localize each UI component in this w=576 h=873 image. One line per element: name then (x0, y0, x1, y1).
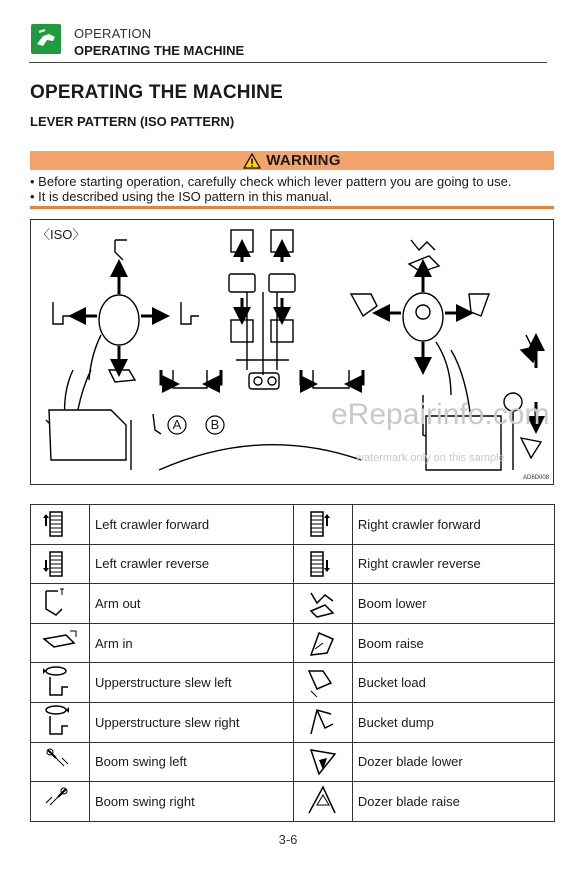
track-forward-left-icon (42, 506, 78, 542)
legend-right-label: Boom lower (352, 584, 554, 624)
lever-pattern-illustration (31, 220, 554, 485)
legend-right-icon-cell (293, 782, 352, 822)
pedal-a-text: A (172, 417, 182, 432)
legend-right-label: Bucket dump (352, 702, 554, 742)
legend-right-label: Boom raise (352, 623, 554, 663)
legend-right-icon-cell (293, 742, 352, 782)
legend-left-label: Boom swing right (90, 782, 294, 822)
header-divider (29, 62, 547, 63)
legend-left-icon-cell (31, 623, 90, 663)
pedal-b-text: B (210, 417, 220, 432)
boom-swing-right-icon (42, 783, 78, 819)
page-subtitle: LEVER PATTERN (ISO PATTERN) (30, 114, 235, 129)
blade-raise-icon (305, 783, 341, 819)
legend-right-label: Right crawler reverse (352, 544, 554, 584)
watermark-site: eRepairinfo.com (331, 398, 550, 431)
watermark-note: watermark only on this sample (356, 452, 505, 464)
bucket-load-icon (305, 665, 341, 701)
lever-legend-table (30, 504, 555, 822)
legend-left-label: Arm in (90, 623, 294, 663)
legend-right-icon-cell (293, 505, 352, 545)
warning-divider (30, 206, 554, 209)
legend-left-label: Upperstructure slew right (90, 702, 294, 742)
boom-lower-icon (305, 585, 341, 621)
warning-line: • It is described using the ISO pattern in this manual. (30, 189, 333, 204)
legend-row (31, 663, 555, 703)
legend-right-icon-cell (293, 584, 352, 624)
legend-right-label: Dozer blade raise (352, 782, 554, 822)
warning-banner (30, 151, 554, 170)
warning-line: • Before starting operation, carefully check which lever pattern you are going to use. (30, 174, 512, 189)
legend-right-label: Bucket load (352, 663, 554, 703)
page-number: 3-6 (278, 832, 298, 847)
track-reverse-left-icon (42, 546, 78, 582)
legend-left-label: Left crawler forward (90, 505, 294, 545)
warning-text (30, 174, 511, 204)
blade-lower-icon (305, 744, 341, 780)
legend-row (31, 623, 555, 663)
legend-left-icon-cell (31, 702, 90, 742)
slew-right-icon (42, 704, 78, 740)
bucket-dump-icon (305, 704, 341, 740)
warning-triangle-icon (243, 153, 261, 169)
legend-right-icon-cell (293, 544, 352, 584)
legend-right-icon-cell (293, 663, 352, 703)
legend-row (31, 742, 555, 782)
legend-left-label: Boom swing left (90, 742, 294, 782)
legend-row (31, 782, 555, 822)
legend-row (31, 505, 555, 545)
legend-left-icon-cell (31, 742, 90, 782)
page-title: OPERATING THE MACHINE (30, 82, 283, 103)
subsection-label: OPERATING THE MACHINE (74, 43, 245, 58)
legend-row (31, 544, 555, 584)
legend-right-label: Right crawler forward (352, 505, 554, 545)
boom-raise-icon (305, 625, 341, 661)
legend-left-label: Upperstructure slew left (90, 663, 294, 703)
legend-left-label: Arm out (90, 584, 294, 624)
arm-out-icon (42, 585, 78, 621)
legend-left-icon-cell (31, 544, 90, 584)
legend-right-icon-cell (293, 623, 352, 663)
legend-left-icon-cell (31, 782, 90, 822)
iso-pattern-label: 〈ISO〉 (37, 227, 86, 242)
warning-label: WARNING (266, 152, 341, 169)
legend-left-label: Left crawler reverse (90, 544, 294, 584)
legend-row (31, 584, 555, 624)
legend-right-icon-cell (293, 702, 352, 742)
track-forward-right-icon (305, 506, 341, 542)
section-label: OPERATION (74, 26, 152, 41)
track-reverse-right-icon (305, 546, 341, 582)
slew-left-icon (42, 665, 78, 701)
legend-right-label: Dozer blade lower (352, 742, 554, 782)
legend-left-icon-cell (31, 584, 90, 624)
boom-swing-left-icon (42, 744, 78, 780)
diagram-code: AD6D008 (522, 475, 549, 481)
legend-left-icon-cell (31, 663, 90, 703)
section-hand-icon (31, 24, 61, 54)
legend-left-icon-cell (31, 505, 90, 545)
legend-row (31, 702, 555, 742)
arm-in-icon (42, 625, 78, 661)
lever-pattern-diagram (30, 219, 554, 485)
